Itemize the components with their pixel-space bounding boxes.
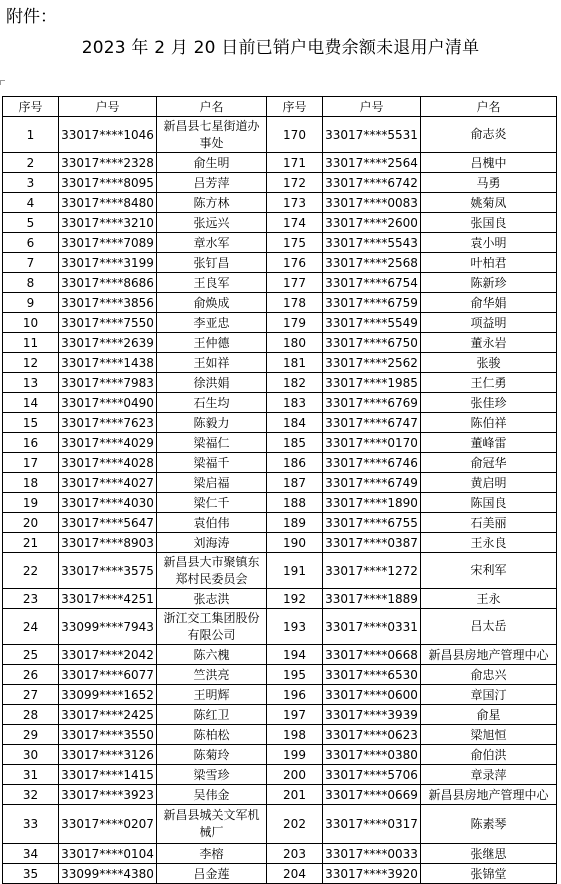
cell-account: 33017****1890	[323, 493, 421, 513]
cell-name: 袁伯伟	[157, 513, 267, 533]
table-row	[3, 453, 557, 473]
header-name-right: 户名	[421, 97, 557, 117]
cell-name: 俞伯洪	[421, 745, 557, 765]
cell-name: 徐洪娟	[157, 373, 267, 393]
cell-account: 33017****3939	[323, 705, 421, 725]
table-row	[3, 609, 557, 645]
cell-account: 33017****1415	[59, 765, 157, 785]
cell-name: 梁福千	[157, 453, 267, 473]
cell-name: 王仲德	[157, 333, 267, 353]
cell-name: 王良军	[157, 273, 267, 293]
cell-index: 11	[3, 333, 59, 353]
cell-index: 18	[3, 473, 59, 493]
cell-account: 33017****3575	[59, 553, 157, 589]
table-row	[3, 645, 557, 665]
cell-index: 31	[3, 765, 59, 785]
table-row	[3, 725, 557, 745]
cell-account: 33017****7983	[59, 373, 157, 393]
cell-account: 33017****1438	[59, 353, 157, 373]
table-row	[3, 193, 557, 213]
cell-index: 27	[3, 685, 59, 705]
header-account-right: 户号	[323, 97, 421, 117]
cell-account: 33017****6754	[323, 273, 421, 293]
cell-index: 32	[3, 785, 59, 805]
cell-account: 33017****2639	[59, 333, 157, 353]
cell-account: 33017****6749	[323, 473, 421, 493]
cell-account: 33017****6530	[323, 665, 421, 685]
cell-account: 33017****2568	[323, 253, 421, 273]
cell-index: 22	[3, 553, 59, 589]
table-row	[3, 353, 557, 373]
cell-name: 梁启福	[157, 473, 267, 493]
table-row	[3, 513, 557, 533]
cell-name: 俞华娟	[421, 293, 557, 313]
cell-index: 172	[267, 173, 323, 193]
cell-name: 宋利军	[421, 553, 557, 589]
cell-index: 171	[267, 153, 323, 173]
cell-account: 33017****3920	[323, 864, 421, 884]
cell-index: 194	[267, 645, 323, 665]
cell-name: 新昌县城关文军机械厂	[157, 805, 267, 844]
cell-index: 182	[267, 373, 323, 393]
cell-index: 173	[267, 193, 323, 213]
cell-account: 33017****2600	[323, 213, 421, 233]
cell-account: 33017****5647	[59, 513, 157, 533]
cell-account: 33017****5543	[323, 233, 421, 253]
cell-account: 33017****6755	[323, 513, 421, 533]
cell-index: 177	[267, 273, 323, 293]
cell-name: 张远兴	[157, 213, 267, 233]
cell-name: 袁小明	[421, 233, 557, 253]
cell-index: 196	[267, 685, 323, 705]
table-row	[3, 553, 557, 589]
cell-index: 189	[267, 513, 323, 533]
cell-account: 33017****2328	[59, 153, 157, 173]
cell-name: 竺洪亮	[157, 665, 267, 685]
cell-index: 29	[3, 725, 59, 745]
table-row	[3, 433, 557, 453]
cell-index: 34	[3, 844, 59, 864]
cell-index: 6	[3, 233, 59, 253]
cell-account: 33017****3923	[59, 785, 157, 805]
cell-name: 张佳珍	[421, 393, 557, 413]
cell-name: 张骏	[421, 353, 557, 373]
cell-name: 张继思	[421, 844, 557, 864]
cell-index: 9	[3, 293, 59, 313]
cell-name: 刘海涛	[157, 533, 267, 553]
cell-index: 192	[267, 589, 323, 609]
cell-index: 26	[3, 665, 59, 685]
cell-account: 33017****6747	[323, 413, 421, 433]
cell-name: 陈伯祥	[421, 413, 557, 433]
cell-account: 33017****8903	[59, 533, 157, 553]
cell-name: 陈国良	[421, 493, 557, 513]
cell-account: 33017****4028	[59, 453, 157, 473]
cell-account: 33017****8686	[59, 273, 157, 293]
cell-index: 197	[267, 705, 323, 725]
cell-index: 14	[3, 393, 59, 413]
header-index-left: 序号	[3, 97, 59, 117]
cell-index: 204	[267, 864, 323, 884]
cell-index: 13	[3, 373, 59, 393]
document-title: 2023 年 2 月 20 日前已销户电费余额未退用户清单	[81, 38, 480, 58]
cell-account: 33017****6769	[323, 393, 421, 413]
cell-index: 20	[3, 513, 59, 533]
cell-name: 石美丽	[421, 513, 557, 533]
cell-index: 183	[267, 393, 323, 413]
table-row	[3, 373, 557, 393]
cell-name: 李榕	[157, 844, 267, 864]
header-name-left: 户名	[157, 97, 267, 117]
cell-index: 19	[3, 493, 59, 513]
cell-account: 33017****6759	[323, 293, 421, 313]
cell-name: 吕槐中	[421, 153, 557, 173]
cell-name: 董峰雷	[421, 433, 557, 453]
table-row	[3, 765, 557, 785]
table-row	[3, 844, 557, 864]
table-row	[3, 333, 557, 353]
table-row	[3, 589, 557, 609]
cell-account: 33017****0623	[323, 725, 421, 745]
cell-index: 201	[267, 785, 323, 805]
cell-name: 陈毅力	[157, 413, 267, 433]
table-row	[3, 785, 557, 805]
cell-account: 33017****5706	[323, 765, 421, 785]
cell-account: 33017****0380	[323, 745, 421, 765]
cell-name: 吕芳萍	[157, 173, 267, 193]
cell-index: 170	[267, 117, 323, 153]
cell-name: 陈柏松	[157, 725, 267, 745]
cell-account: 33017****5549	[323, 313, 421, 333]
cell-index: 175	[267, 233, 323, 253]
cell-name: 新昌县大市聚镇东郑村民委员会	[157, 553, 267, 589]
cell-name: 叶柏君	[421, 253, 557, 273]
table-row	[3, 253, 557, 273]
cell-name: 张锦堂	[421, 864, 557, 884]
cell-account: 33017****3856	[59, 293, 157, 313]
cell-name: 吕太岳	[421, 609, 557, 645]
cell-name: 章国汀	[421, 685, 557, 705]
table-row	[3, 293, 557, 313]
cell-index: 181	[267, 353, 323, 373]
table-row	[3, 745, 557, 765]
cell-name: 王如祥	[157, 353, 267, 373]
cell-account: 33017****0033	[323, 844, 421, 864]
cell-account: 33017****1889	[323, 589, 421, 609]
cell-name: 王明辉	[157, 685, 267, 705]
cell-name: 新昌县房地产管理中心	[421, 645, 557, 665]
cell-account: 33017****3199	[59, 253, 157, 273]
cell-name: 马勇	[421, 173, 557, 193]
cell-account: 33017****7550	[59, 313, 157, 333]
cell-name: 俞志炎	[421, 117, 557, 153]
cell-account: 33017****6742	[323, 173, 421, 193]
cell-name: 张志洪	[157, 589, 267, 609]
cell-name: 陈红卫	[157, 705, 267, 725]
cell-index: 188	[267, 493, 323, 513]
cell-account: 33017****2042	[59, 645, 157, 665]
cell-name: 吴伟金	[157, 785, 267, 805]
cell-account: 33017****3550	[59, 725, 157, 745]
cell-index: 176	[267, 253, 323, 273]
cell-index: 30	[3, 745, 59, 765]
cell-account: 33017****4029	[59, 433, 157, 453]
cell-account: 33017****4030	[59, 493, 157, 513]
cell-account: 33017****8480	[59, 193, 157, 213]
cell-account: 33017****0669	[323, 785, 421, 805]
cell-index: 193	[267, 609, 323, 645]
table-row	[3, 533, 557, 553]
cell-account: 33017****6750	[323, 333, 421, 353]
table-row	[3, 665, 557, 685]
cell-account: 33017****5531	[323, 117, 421, 153]
cell-name: 董永岩	[421, 333, 557, 353]
cell-index: 185	[267, 433, 323, 453]
cell-name: 王永	[421, 589, 557, 609]
cell-index: 195	[267, 665, 323, 685]
cell-name: 俞冠华	[421, 453, 557, 473]
cell-account: 33017****0331	[323, 609, 421, 645]
cell-account: 33017****1046	[59, 117, 157, 153]
cell-account: 33017****7089	[59, 233, 157, 253]
cell-name: 陈六槐	[157, 645, 267, 665]
cell-name: 梁雪珍	[157, 765, 267, 785]
table-row	[3, 413, 557, 433]
cell-name: 李亚忠	[157, 313, 267, 333]
cell-index: 17	[3, 453, 59, 473]
table-row	[3, 473, 557, 493]
table-row	[3, 233, 557, 253]
table-row	[3, 805, 557, 844]
table-row	[3, 705, 557, 725]
cell-name: 陈新珍	[421, 273, 557, 293]
table-anchor-mark	[0, 80, 5, 85]
cell-name: 陈方林	[157, 193, 267, 213]
cell-index: 28	[3, 705, 59, 725]
cell-index: 198	[267, 725, 323, 745]
cell-index: 3	[3, 173, 59, 193]
cell-account: 33017****0170	[323, 433, 421, 453]
cell-account: 33017****0317	[323, 805, 421, 844]
cell-account: 33099****7943	[59, 609, 157, 645]
cell-name: 新昌县七星街道办事处	[157, 117, 267, 153]
cell-account: 33017****0387	[323, 533, 421, 553]
cell-name: 俞星	[421, 705, 557, 725]
cell-index: 174	[267, 213, 323, 233]
table-row	[3, 173, 557, 193]
cell-index: 187	[267, 473, 323, 493]
account-table	[2, 96, 557, 884]
cell-name: 吕金莲	[157, 864, 267, 884]
cell-name: 黄启明	[421, 473, 557, 493]
cell-index: 21	[3, 533, 59, 553]
cell-index: 23	[3, 589, 59, 609]
cell-name: 浙江交工集团股份有限公司	[157, 609, 267, 645]
cell-account: 33099****4380	[59, 864, 157, 884]
table-row	[3, 313, 557, 333]
cell-index: 190	[267, 533, 323, 553]
cell-index: 184	[267, 413, 323, 433]
table-row	[3, 685, 557, 705]
cell-name: 张国良	[421, 213, 557, 233]
cell-index: 8	[3, 273, 59, 293]
cell-index: 191	[267, 553, 323, 589]
table-row	[3, 117, 557, 153]
cell-account: 33017****0600	[323, 685, 421, 705]
cell-index: 10	[3, 313, 59, 333]
cell-name: 陈菊玲	[157, 745, 267, 765]
cell-name: 梁旭恒	[421, 725, 557, 745]
cell-name: 姚菊凤	[421, 193, 557, 213]
cell-index: 4	[3, 193, 59, 213]
cell-account: 33017****4251	[59, 589, 157, 609]
cell-account: 33017****0668	[323, 645, 421, 665]
cell-account: 33017****0490	[59, 393, 157, 413]
cell-index: 33	[3, 805, 59, 844]
cell-name: 俞忠兴	[421, 665, 557, 685]
cell-name: 梁福仁	[157, 433, 267, 453]
cell-account: 33017****6077	[59, 665, 157, 685]
cell-name: 王永良	[421, 533, 557, 553]
cell-index: 179	[267, 313, 323, 333]
cell-name: 新昌县房地产管理中心	[421, 785, 557, 805]
cell-account: 33017****7623	[59, 413, 157, 433]
cell-index: 180	[267, 333, 323, 353]
cell-account: 33017****8095	[59, 173, 157, 193]
cell-name: 王仁勇	[421, 373, 557, 393]
cell-index: 202	[267, 805, 323, 844]
cell-name: 张钉昌	[157, 253, 267, 273]
cell-name: 石生均	[157, 393, 267, 413]
attachment-label: 附件：	[6, 7, 57, 27]
cell-account: 33017****2425	[59, 705, 157, 725]
cell-index: 15	[3, 413, 59, 433]
cell-name: 梁仁千	[157, 493, 267, 513]
cell-account: 33017****0207	[59, 805, 157, 844]
cell-index: 1	[3, 117, 59, 153]
cell-name: 项益明	[421, 313, 557, 333]
cell-index: 25	[3, 645, 59, 665]
cell-account: 33099****1652	[59, 685, 157, 705]
cell-name: 俞焕成	[157, 293, 267, 313]
cell-account: 33017****2562	[323, 353, 421, 373]
cell-name: 章录萍	[421, 765, 557, 785]
cell-index: 199	[267, 745, 323, 765]
table-row	[3, 213, 557, 233]
cell-account: 33017****1272	[323, 553, 421, 589]
cell-account: 33017****0083	[323, 193, 421, 213]
table-header-row	[3, 97, 557, 117]
table-row	[3, 273, 557, 293]
cell-name: 章水军	[157, 233, 267, 253]
header-index-right: 序号	[267, 97, 323, 117]
table-row	[3, 393, 557, 413]
cell-index: 178	[267, 293, 323, 313]
cell-account: 33017****6746	[323, 453, 421, 473]
cell-index: 200	[267, 765, 323, 785]
cell-index: 12	[3, 353, 59, 373]
cell-index: 203	[267, 844, 323, 864]
cell-name: 俞生明	[157, 153, 267, 173]
table-row	[3, 864, 557, 884]
cell-account: 33017****3210	[59, 213, 157, 233]
cell-index: 2	[3, 153, 59, 173]
cell-index: 35	[3, 864, 59, 884]
cell-index: 186	[267, 453, 323, 473]
table-row	[3, 493, 557, 513]
cell-account: 33017****3126	[59, 745, 157, 765]
cell-account: 33017****0104	[59, 844, 157, 864]
table-row	[3, 153, 557, 173]
cell-name: 陈素琴	[421, 805, 557, 844]
cell-account: 33017****1985	[323, 373, 421, 393]
cell-index: 7	[3, 253, 59, 273]
cell-account: 33017****2564	[323, 153, 421, 173]
cell-account: 33017****4027	[59, 473, 157, 493]
cell-index: 16	[3, 433, 59, 453]
cell-index: 24	[3, 609, 59, 645]
cell-index: 5	[3, 213, 59, 233]
header-account-left: 户号	[59, 97, 157, 117]
table-body	[3, 117, 557, 884]
